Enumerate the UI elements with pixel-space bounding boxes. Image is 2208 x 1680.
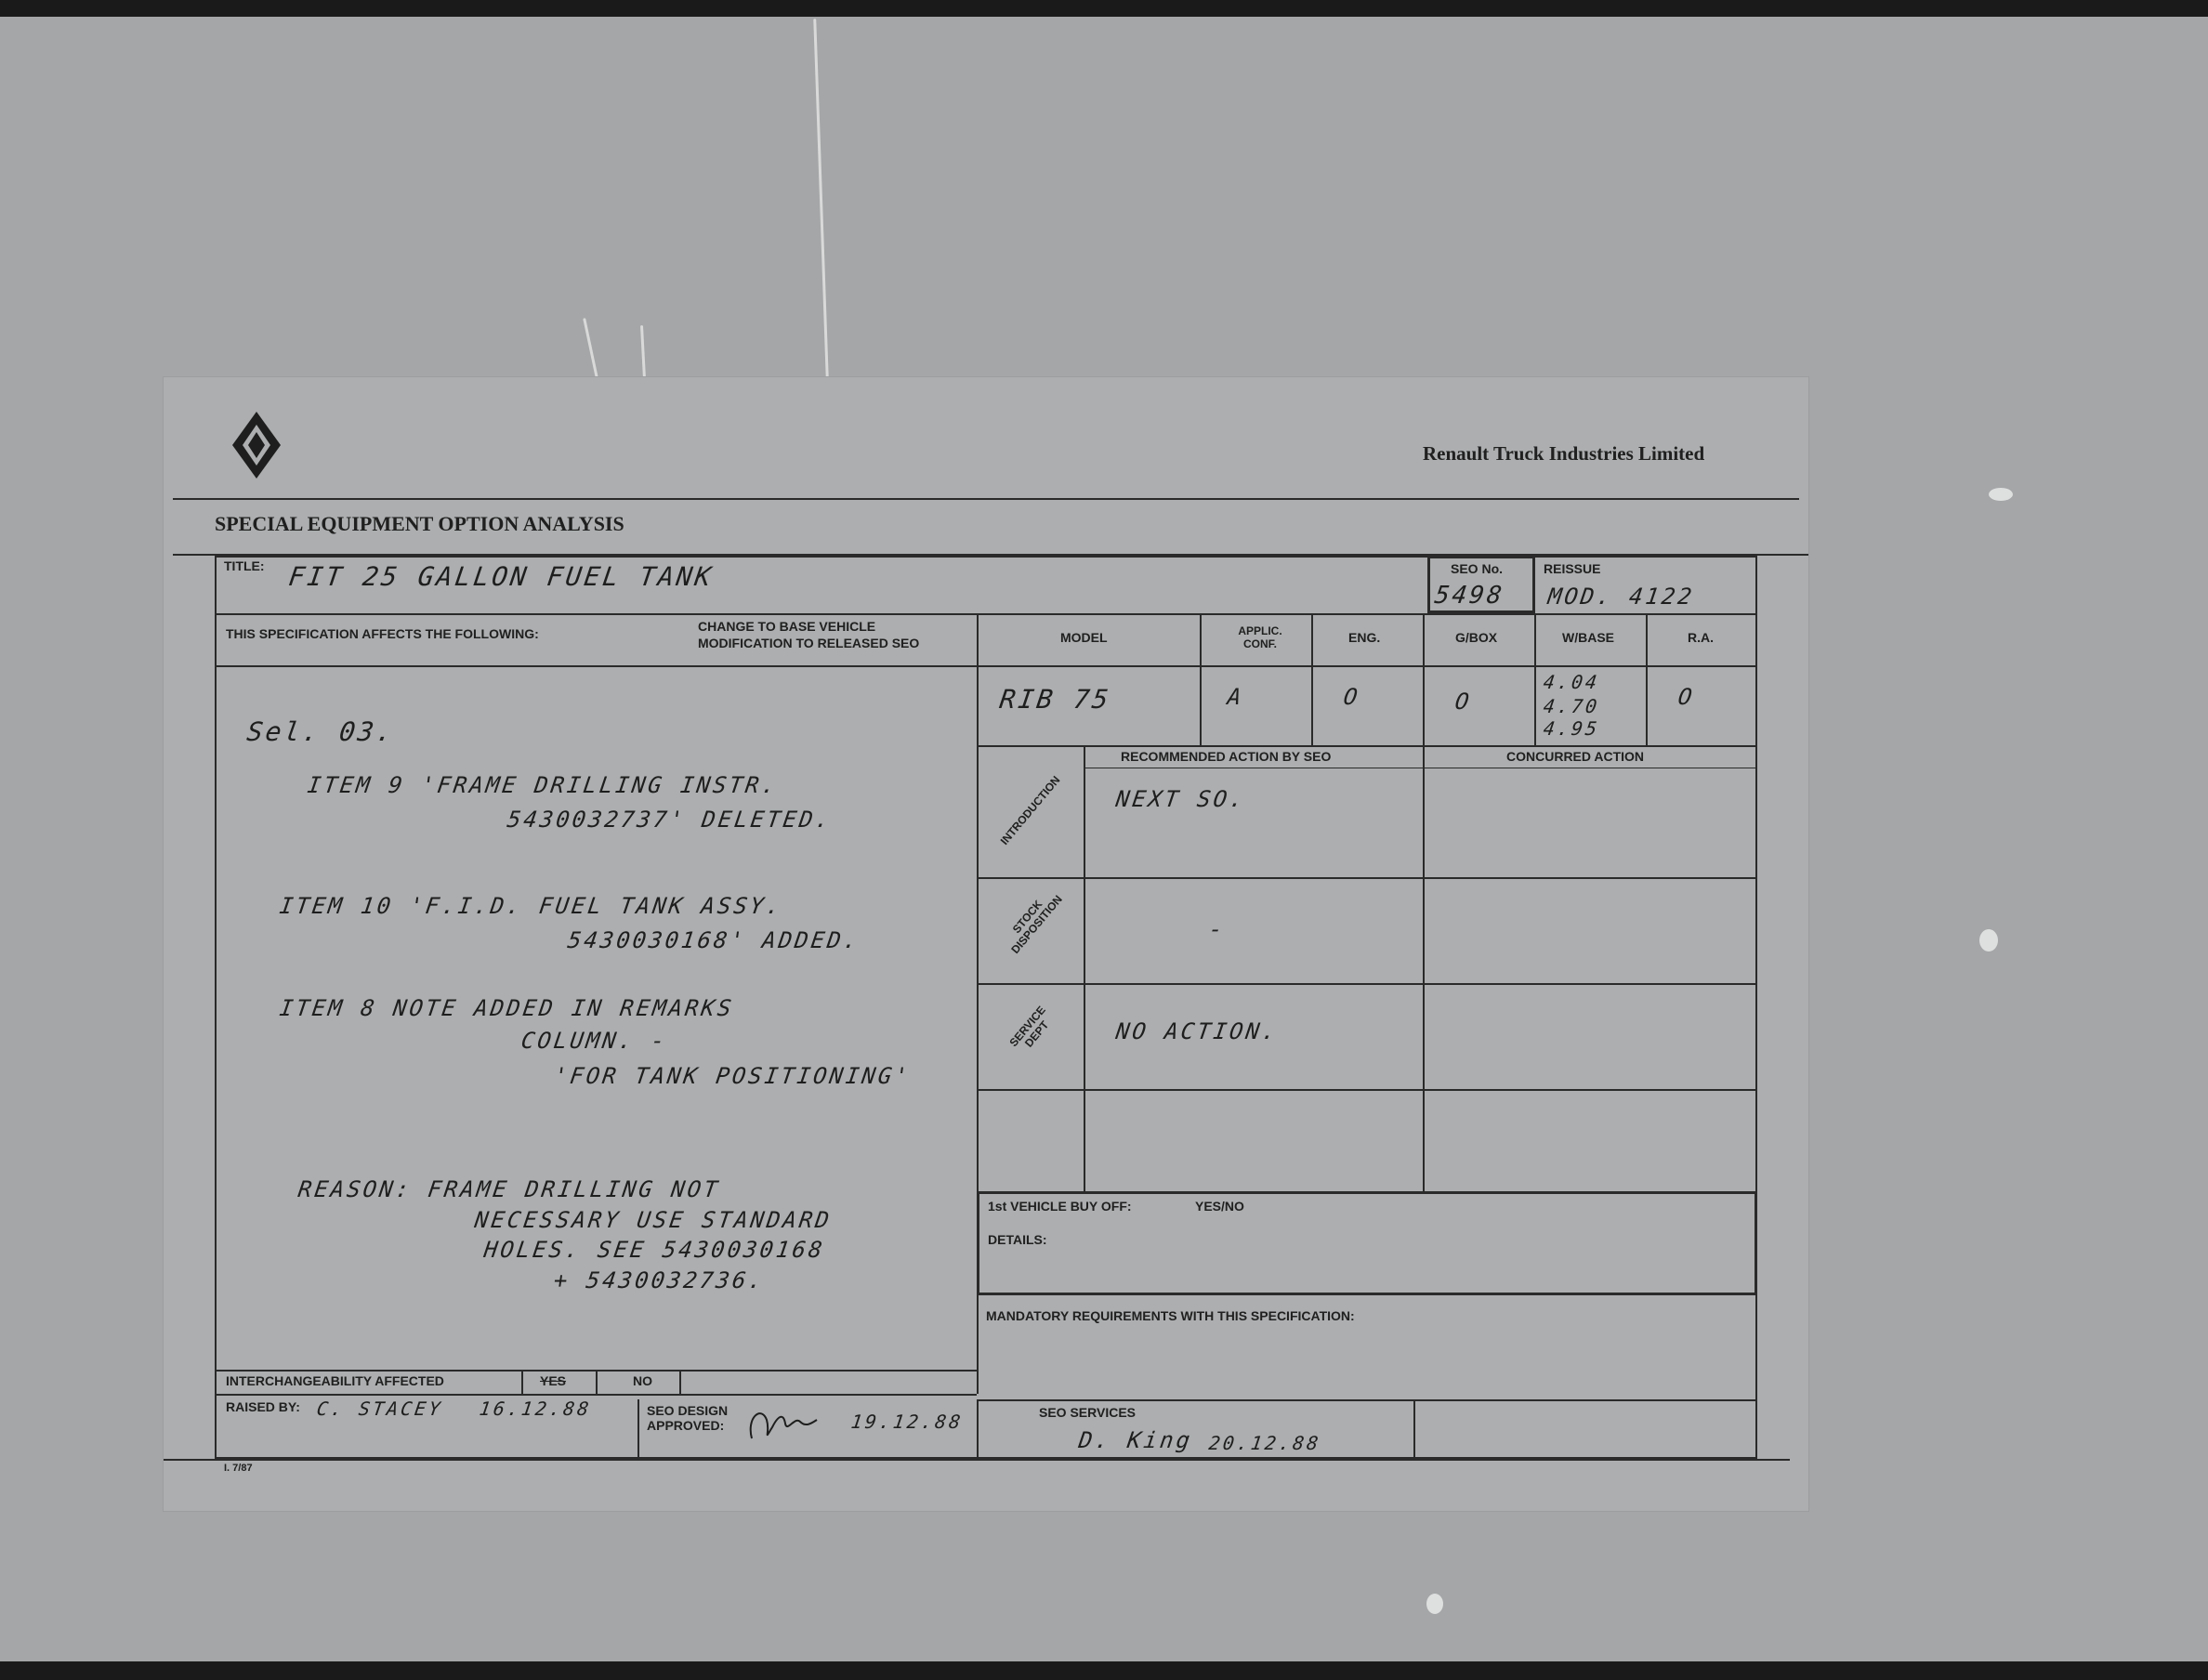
title-row-rule — [215, 613, 1757, 615]
note-line: NECESSARY USE STANDARD — [473, 1207, 834, 1233]
scan-spot — [1979, 929, 1998, 952]
header-rule-top — [173, 498, 1799, 500]
row-label-stock-disposition: STOCK DISPOSITION — [1008, 892, 1065, 956]
reissue-value: MOD. 4122 — [1546, 584, 1697, 610]
note-line: ITEM 8 NOTE ADDED IN REMARKS — [278, 995, 736, 1021]
recommended-stock: - — [1207, 916, 1228, 942]
header-row-rule — [215, 665, 1757, 667]
seo-services-label: SEO SERVICES — [1039, 1405, 1137, 1420]
value-wbase-3: 4.95 — [1542, 717, 1601, 740]
details-label: DETAILS: — [988, 1232, 1047, 1247]
values-row-rule — [977, 745, 1757, 747]
col-divider-eng — [1423, 613, 1425, 745]
raised-by-value: C. STACEY — [315, 1398, 445, 1420]
seo-no-value: 5498 — [1432, 582, 1506, 610]
interchangeability-no: NO — [633, 1373, 652, 1388]
scan-spot — [1426, 1594, 1443, 1614]
reissue-label: REISSUE — [1544, 561, 1601, 576]
signoff-divider-1 — [637, 1399, 639, 1459]
col-wbase: W/BASE — [1562, 630, 1614, 645]
document-sheet — [163, 376, 1809, 1512]
action-label-divider — [1084, 745, 1085, 1191]
approver-signature — [744, 1399, 819, 1446]
note-line: Sel. 03. — [244, 716, 398, 747]
value-gbox: O — [1453, 689, 1474, 715]
value-wbase-1: 4.04 — [1542, 671, 1601, 693]
note-line: 5430032737' DELETED. — [506, 807, 834, 833]
interchange-divider-3 — [679, 1370, 681, 1396]
note-line: 'FOR TANK POSITIONING' — [552, 1063, 913, 1089]
col-divider-gbox — [1534, 613, 1536, 745]
action-row-rule-2 — [977, 983, 1757, 985]
col-model: MODEL — [1060, 630, 1108, 645]
title-value: FIT 25 GALLON FUEL TANK — [286, 561, 716, 592]
col-eng: ENG. — [1348, 630, 1381, 645]
interchangeability-yes: YES — [540, 1373, 567, 1388]
vehicle-buy-off-label: 1st VEHICLE BUY OFF: — [988, 1199, 1132, 1214]
raised-by-label: RAISED BY: — [226, 1399, 300, 1414]
mandatory-requirements-label: MANDATORY REQUIREMENTS WITH THIS SPECIFICATION: — [986, 1308, 1355, 1323]
recommended-service: NO ACTION. — [1114, 1018, 1281, 1044]
raised-date: 16.12.88 — [478, 1398, 594, 1420]
value-model: RIB 75 — [997, 684, 1113, 715]
action-concurred-divider — [1423, 745, 1425, 1191]
col-divider-wbase — [1646, 613, 1648, 745]
note-line: ITEM 9 'FRAME DRILLING INSTR. — [306, 772, 780, 798]
col-divider-model — [1200, 613, 1202, 745]
seo-no-label: SEO No. — [1451, 561, 1504, 576]
signoff-divider-2 — [977, 1399, 979, 1459]
interchangeability-label: INTERCHANGEABILITY AFFECTED — [226, 1373, 444, 1388]
note-line: COLUMN. - — [519, 1028, 670, 1054]
concurred-action-label: CONCURRED ACTION — [1506, 749, 1645, 764]
action-row-rule-3 — [977, 1089, 1757, 1091]
col-gbox: G/BOX — [1455, 630, 1498, 645]
approved-date: 19.12.88 — [849, 1411, 966, 1433]
company-name: Renault Truck Industries Limited — [1423, 442, 1705, 465]
action-row-rule-1 — [977, 877, 1757, 879]
affects-label: THIS SPECIFICATION AFFECTS THE FOLLOWING: — [226, 626, 539, 641]
seo-services-date: 20.12.88 — [1207, 1432, 1323, 1454]
value-eng: O — [1342, 684, 1362, 710]
note-line: HOLES. SEE 5430030168 — [482, 1237, 827, 1263]
recommended-introduction: NEXT SO. — [1114, 786, 1248, 812]
yes-no-label: YES/NO — [1195, 1199, 1244, 1214]
renault-logo-icon — [230, 410, 283, 480]
change-to-base-vehicle: CHANGE TO BASE VEHICLE — [698, 619, 876, 634]
row-label-service-dept: SERVICE DEPT — [1006, 1003, 1052, 1050]
scan-bottom-border — [0, 1661, 2208, 1680]
col-ra: R.A. — [1688, 630, 1714, 645]
interchange-divider-1 — [521, 1370, 523, 1396]
signoff-row-rule — [977, 1399, 1757, 1401]
row-label-introduction: INTRODUCTION — [997, 773, 1063, 847]
approved-label: APPROVED: — [647, 1418, 725, 1433]
footer-rule — [164, 1459, 1790, 1461]
note-line: + 5430032736. — [552, 1267, 767, 1293]
note-line: 5430030168' ADDED. — [566, 927, 862, 953]
note-line: REASON: FRAME DRILLING NOT — [296, 1176, 722, 1202]
form-title: SPECIAL EQUIPMENT OPTION ANALYSIS — [215, 512, 624, 535]
col-appl-conf: APPLIC. CONF. — [1238, 624, 1282, 650]
note-line: ITEM 10 'F.I.D. FUEL TANK ASSY. — [278, 893, 784, 919]
seo-design-label: SEO DESIGN — [647, 1403, 729, 1418]
seo-services-value: D. King — [1077, 1427, 1195, 1453]
scan-top-border — [0, 0, 2208, 17]
col-divider-appl — [1311, 613, 1313, 745]
title-label: TITLE: — [224, 558, 265, 573]
scan-spot — [1989, 488, 2013, 501]
value-ra: O — [1676, 684, 1697, 710]
value-wbase-2: 4.70 — [1542, 695, 1601, 717]
value-appl-conf: A — [1226, 684, 1246, 710]
signoff-divider-3 — [1413, 1399, 1415, 1459]
modification-to-released-seo: MODIFICATION TO RELEASED SEO — [698, 636, 920, 650]
footer-code: I. 7/87 — [224, 1463, 253, 1474]
recommended-action-label: RECOMMENDED ACTION BY SEO — [1121, 749, 1332, 764]
interchange-divider-2 — [596, 1370, 598, 1396]
